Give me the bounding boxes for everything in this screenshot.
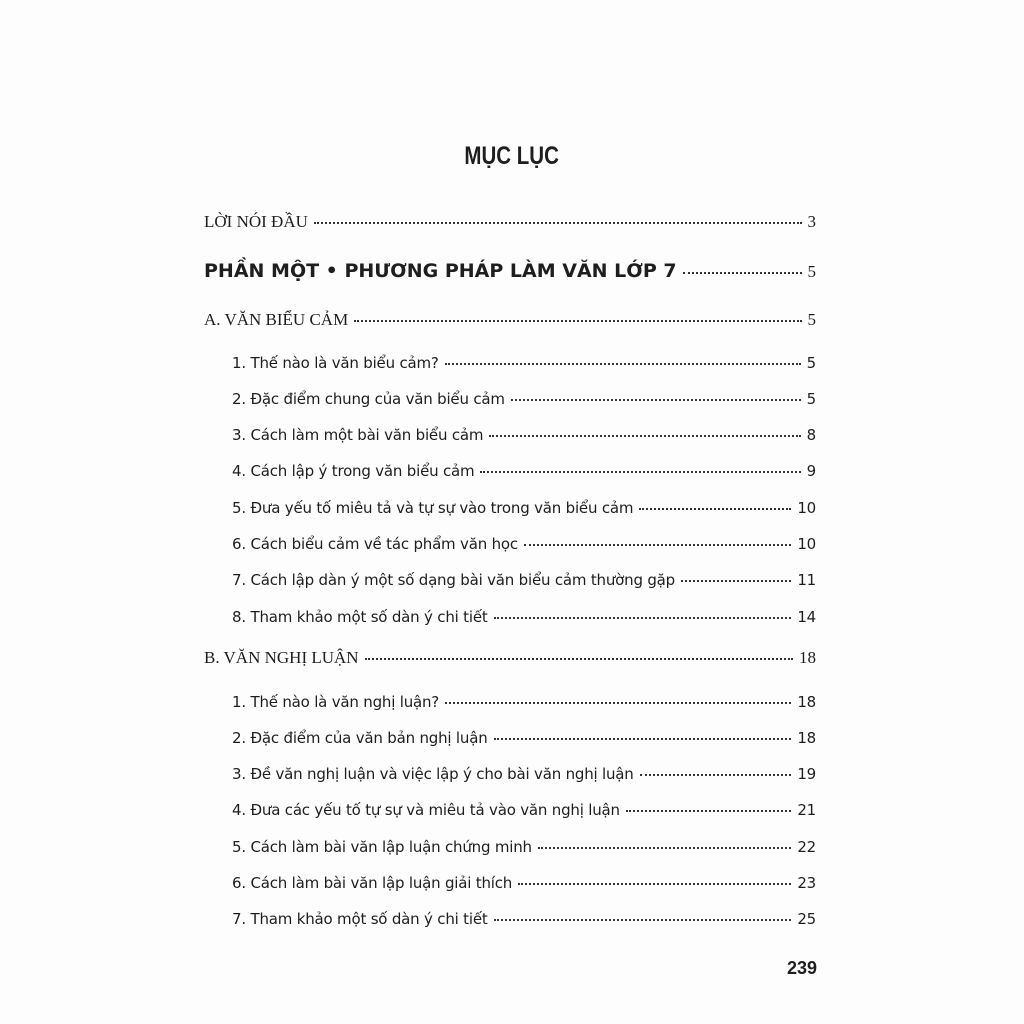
toc-entry-page: 9 [806, 462, 816, 480]
toc-entry-label: A. VĂN BIỂU CẢM [204, 310, 349, 329]
toc-entry-label: 7. Cách lập dàn ý một số dạng bài văn biểu cảm thường gặp [232, 571, 675, 589]
toc-entry [232, 765, 816, 789]
toc-entry-page: 5 [807, 262, 816, 281]
dot-leader [538, 847, 791, 849]
toc-entry [232, 499, 816, 523]
toc-entry-page: 21 [797, 801, 816, 819]
toc-entry [232, 910, 816, 934]
toc-entry-label: 6. Cách biểu cảm về tác phẩm văn học [232, 535, 518, 553]
toc-entry-page: 3 [807, 212, 816, 231]
toc-entry [232, 729, 816, 753]
toc-entry-label: B. VĂN NGHỊ LUẬN [204, 648, 359, 667]
toc-entry [232, 838, 816, 862]
dot-leader [494, 738, 792, 740]
toc-entry [232, 874, 816, 898]
toc-entry-label: 2. Đặc điểm chung của văn biểu cảm [232, 390, 505, 408]
dot-leader [314, 222, 802, 224]
toc-entry-label: 8. Tham khảo một số dàn ý chi tiết [232, 608, 488, 626]
toc-entry-page: 10 [797, 535, 816, 553]
toc-entry-label: 6. Cách làm bài văn lập luận giải thích [232, 874, 513, 892]
toc-entry-page: 14 [797, 608, 816, 626]
toc-entry-label: 3. Đề văn nghị luận và việc lập ý cho bài văn nghị luận [232, 765, 634, 783]
dot-leader [445, 363, 801, 365]
toc-entry-page: 5 [807, 310, 816, 329]
dot-leader [683, 272, 802, 274]
page-number: 239 [786, 958, 817, 978]
toc-entry-page: 8 [806, 426, 816, 444]
toc-entry [232, 426, 816, 450]
toc-entry-page: 5 [806, 390, 816, 408]
toc-entry-label: PHẦN MỘT • PHƯƠNG PHÁP LÀM VĂN LỚP 7 [204, 260, 677, 282]
dot-leader [489, 435, 800, 437]
toc-entry-page: 18 [797, 729, 816, 747]
toc-entry [232, 535, 816, 559]
toc-entry-page: 19 [797, 765, 816, 783]
dot-leader [365, 658, 793, 660]
dot-leader [626, 810, 791, 812]
dot-leader [480, 471, 800, 473]
toc-entry-label: 3. Cách làm một bài văn biểu cảm [232, 426, 484, 444]
page-title: MỤC LỤC [464, 142, 559, 170]
toc-entry [232, 571, 816, 595]
toc-entry-page: 5 [806, 354, 816, 372]
toc-entry-label: 4. Cách lập ý trong văn biểu cảm [232, 462, 475, 480]
toc-entry [232, 390, 816, 414]
toc-entry-page: 10 [797, 499, 816, 517]
toc-entry-label: 1. Thế nào là văn nghị luận? [232, 693, 440, 711]
toc-entry [204, 212, 816, 236]
dot-leader [494, 919, 792, 921]
dot-leader [354, 320, 801, 322]
toc-entry-label: 7. Tham khảo một số dàn ý chi tiết [232, 910, 488, 928]
toc-entry [232, 801, 816, 825]
dot-leader [681, 580, 791, 582]
dot-leader [511, 399, 801, 401]
toc-entry-page: 22 [797, 838, 816, 856]
toc-entry-page: 23 [797, 874, 816, 892]
toc-entry-label: 5. Đưa yếu tố miêu tả và tự sự vào trong văn biểu cảm [232, 499, 634, 517]
toc-entry-page: 25 [797, 910, 816, 928]
dot-leader [640, 774, 792, 776]
toc-entry-label: 2. Đặc điểm của văn bản nghị luận [232, 729, 488, 747]
toc-entry [232, 462, 816, 486]
toc-entry [204, 310, 816, 334]
dot-leader [518, 883, 791, 885]
toc-entry [204, 648, 816, 672]
toc-entry-page: 18 [797, 693, 816, 711]
toc-entry [232, 608, 816, 632]
toc-entry [232, 693, 816, 717]
toc-entry-label: 1. Thế nào là văn biểu cảm? [232, 354, 439, 372]
toc-entry-label: 4. Đưa các yếu tố tự sự và miêu tả vào văn nghị luận [232, 801, 620, 819]
dot-leader [445, 702, 791, 704]
toc-entry-page: 18 [799, 648, 816, 667]
toc-entry-label: 5. Cách làm bài văn lập luận chứng minh [232, 838, 532, 856]
toc-entry-page: 11 [797, 571, 816, 589]
toc-entry [204, 260, 816, 284]
toc-entry-label: LỜI NÓI ĐẦU [204, 212, 308, 231]
toc-entry [232, 354, 816, 378]
dot-leader [639, 508, 791, 510]
dot-leader [524, 544, 791, 546]
dot-leader [494, 617, 792, 619]
